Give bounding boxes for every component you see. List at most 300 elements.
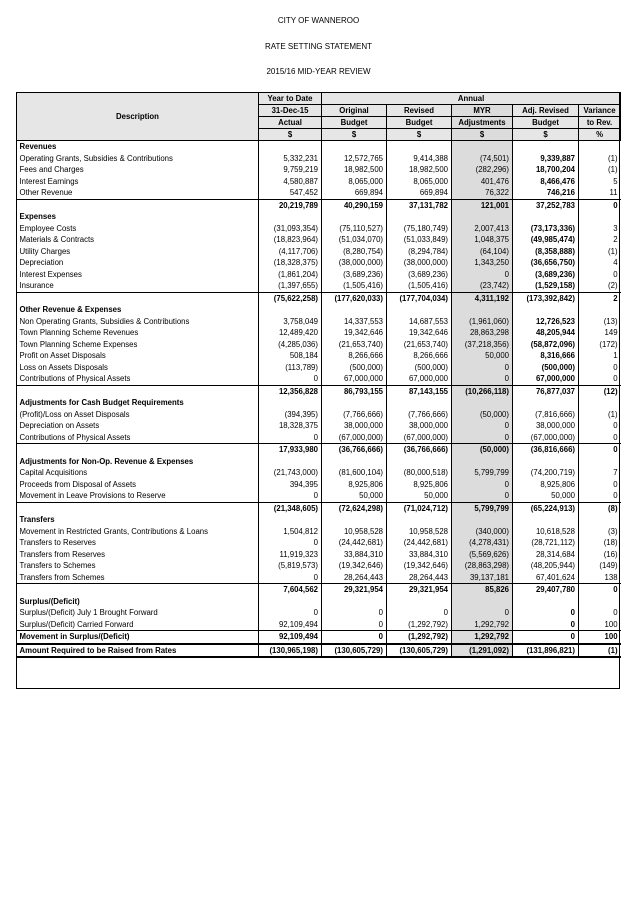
cell-ytd-actual: 12,489,420 <box>259 327 322 339</box>
row-description: Movement in Surplus/(Deficit) <box>17 631 259 644</box>
table-row <box>17 362 621 374</box>
cell-variance: 0 <box>579 362 621 374</box>
cell-revised-budget: 0 <box>387 607 452 619</box>
cell-myr-adjustment: 28,863,298 <box>452 327 513 339</box>
cell-original-budget: (51,034,070) <box>322 234 387 246</box>
cell-adj-revised-budget: 0 <box>513 619 579 631</box>
cell-original-budget: (130,605,729) <box>322 644 387 658</box>
cell-variance: (172) <box>579 339 621 351</box>
column-header-actual: Actual <box>259 117 322 129</box>
cell-ytd-actual: 12,356,828 <box>259 385 322 397</box>
cell-variance <box>579 456 621 468</box>
cell-adj-revised-budget: 48,205,944 <box>513 327 579 339</box>
cell-original-budget: 669,894 <box>322 187 387 199</box>
row-description: Materials & Contracts <box>19 235 95 244</box>
cell-revised-budget: 87,143,155 <box>387 385 452 397</box>
cell-ytd-actual: 92,109,494 <box>259 619 322 631</box>
cell-adj-revised-budget: (36,816,666) <box>513 444 579 456</box>
cell-ytd-actual: 1,504,812 <box>259 526 322 538</box>
cell-adj-revised-budget: (49,985,474) <box>513 234 579 246</box>
cell-revised-budget: (8,294,784) <box>387 246 452 258</box>
cell-adj-revised-budget: (500,000) <box>513 362 579 374</box>
column-header-adj-revised: Adj. Revised <box>513 105 579 117</box>
row-description: Fees and Charges <box>19 165 84 174</box>
cell-original-budget: 28,264,443 <box>322 572 387 584</box>
row-description: Depreciation <box>19 258 64 267</box>
table-row <box>17 153 621 165</box>
table-row <box>17 257 621 269</box>
column-header-budget-original: Budget <box>322 117 387 129</box>
column-header-variance: Variance <box>579 105 621 117</box>
total-row <box>17 644 621 658</box>
cell-ytd-actual: 0 <box>259 432 322 444</box>
cell-revised-budget: 38,000,000 <box>387 420 452 432</box>
cell-variance: 2 <box>579 234 621 246</box>
cell-myr-adjustment: 85,826 <box>452 584 513 596</box>
cell-adj-revised-budget <box>513 397 579 409</box>
cell-ytd-actual: (4,285,036) <box>259 339 322 351</box>
table-row <box>17 269 621 281</box>
cell-revised-budget <box>387 397 452 409</box>
cell-myr-adjustment: (28,863,298) <box>452 560 513 572</box>
period-title: 2015/16 MID-YEAR REVIEW <box>266 67 371 76</box>
cell-revised-budget: (71,024,712) <box>387 502 452 514</box>
cell-variance: 0 <box>579 607 621 619</box>
cell-revised-budget: 8,925,806 <box>387 479 452 491</box>
cell-variance: (3) <box>579 526 621 538</box>
cell-ytd-actual: (5,819,573) <box>259 560 322 572</box>
cell-adj-revised-budget: (36,656,750) <box>513 257 579 269</box>
column-header-myr: MYR <box>452 105 513 117</box>
cell-revised-budget: 8,266,666 <box>387 350 452 362</box>
cell-original-budget: 19,342,646 <box>322 327 387 339</box>
table-row <box>17 479 621 491</box>
table-row <box>17 339 621 351</box>
cell-adj-revised-budget: 0 <box>513 607 579 619</box>
row-description: Depreciation on Assets <box>19 421 100 430</box>
cell-original-budget: (19,342,646) <box>322 560 387 572</box>
cell-original-budget: (177,620,033) <box>322 292 387 304</box>
cell-original-budget: (67,000,000) <box>322 432 387 444</box>
cell-ytd-actual: (21,743,000) <box>259 467 322 479</box>
cell-revised-budget: (3,689,236) <box>387 269 452 281</box>
cell-revised-budget: 9,414,388 <box>387 153 452 165</box>
cell-variance: 5 <box>579 176 621 188</box>
section-heading-row <box>17 304 621 316</box>
cell-myr-adjustment: (37,218,356) <box>452 339 513 351</box>
table-row <box>17 246 621 258</box>
row-description: Movement in Leave Provisions to Reserve <box>19 491 166 500</box>
cell-ytd-actual: (130,965,198) <box>259 644 322 658</box>
currency-unit: $ <box>452 129 513 141</box>
cell-adj-revised-budget: (3,689,236) <box>513 269 579 281</box>
section-heading-row <box>17 397 621 409</box>
cell-ytd-actual <box>259 211 322 223</box>
cell-variance: 11 <box>579 187 621 199</box>
row-description: Loss on Assets Disposals <box>19 362 108 372</box>
cell-variance <box>579 211 621 223</box>
cell-original-budget: 86,793,155 <box>322 385 387 397</box>
section-heading-row <box>17 514 621 526</box>
cell-variance: (16) <box>579 549 621 561</box>
cell-revised-budget: (177,704,034) <box>387 292 452 304</box>
currency-unit: $ <box>387 129 452 141</box>
cell-adj-revised-budget: 67,000,000 <box>513 373 579 385</box>
cell-ytd-actual: 9,759,219 <box>259 164 322 176</box>
cell-variance: 0 <box>579 373 621 385</box>
column-header-annual-group: Annual <box>322 93 621 105</box>
cell-revised-budget: (80,000,518) <box>387 467 452 479</box>
row-description <box>17 199 259 211</box>
cell-ytd-actual <box>259 141 322 153</box>
cell-revised-budget: (130,605,729) <box>387 644 452 658</box>
row-description <box>17 584 259 596</box>
table-row <box>17 176 621 188</box>
cell-original-budget: 40,290,159 <box>322 199 387 211</box>
table-row <box>17 409 621 421</box>
cell-revised-budget: 29,321,954 <box>387 584 452 596</box>
row-description: Employee Costs <box>19 223 77 233</box>
row-description: Contributions of Physical Assets <box>19 374 131 383</box>
cell-ytd-actual: 3,758,049 <box>259 316 322 328</box>
row-description: Amount Required to be Raised from Rates <box>17 644 259 658</box>
table-row <box>17 280 621 292</box>
cell-variance: (149) <box>579 560 621 572</box>
column-header-revised: Revised <box>387 105 452 117</box>
row-description: Transfers to Reserves <box>19 538 96 547</box>
cell-ytd-actual: (394,395) <box>259 409 322 421</box>
cell-variance: (8) <box>579 502 621 514</box>
cell-variance: 0 <box>579 420 621 432</box>
cell-revised-budget: (500,000) <box>387 362 452 374</box>
row-description: Expenses <box>19 212 56 221</box>
row-description: Interest Expenses <box>19 269 82 279</box>
cell-variance: 0 <box>579 199 621 211</box>
table-row <box>17 187 621 199</box>
cell-revised-budget: 28,264,443 <box>387 572 452 584</box>
cell-myr-adjustment: (282,296) <box>452 164 513 176</box>
cell-original-budget: 0 <box>322 619 387 631</box>
statement-title: RATE SETTING STATEMENT <box>264 42 373 51</box>
cell-variance <box>579 304 621 316</box>
row-description: Proceeds from Disposal of Assets <box>19 479 137 489</box>
cell-adj-revised-budget <box>513 211 579 223</box>
cell-myr-adjustment: (340,000) <box>452 526 513 538</box>
cell-adj-revised-budget: 18,700,204 <box>513 164 579 176</box>
cell-ytd-actual: 508,184 <box>259 350 322 362</box>
cell-myr-adjustment: (23,742) <box>452 280 513 292</box>
cell-original-budget: (500,000) <box>322 362 387 374</box>
row-description: Profit on Asset Disposals <box>19 351 106 360</box>
cell-revised-budget <box>387 456 452 468</box>
cell-variance: 0 <box>579 444 621 456</box>
cell-myr-adjustment: 0 <box>452 362 513 374</box>
cell-myr-adjustment <box>452 211 513 223</box>
currency-unit: $ <box>259 129 322 141</box>
cell-variance <box>579 514 621 526</box>
cell-myr-adjustment <box>452 596 513 608</box>
cell-revised-budget: 669,894 <box>387 187 452 199</box>
cell-adj-revised-budget: 8,925,806 <box>513 479 579 491</box>
section-heading-row <box>17 596 621 608</box>
cell-revised-budget: (19,342,646) <box>387 560 452 572</box>
cell-variance: 0 <box>579 269 621 281</box>
cell-adj-revised-budget: 8,466,476 <box>513 176 579 188</box>
cell-ytd-actual: 17,933,980 <box>259 444 322 456</box>
cell-variance: (1) <box>579 644 621 658</box>
subtotal-row <box>17 199 621 211</box>
cell-myr-adjustment: 50,000 <box>452 350 513 362</box>
cell-revised-budget: (67,000,000) <box>387 432 452 444</box>
cell-original-budget: 12,572,765 <box>322 153 387 165</box>
cell-adj-revised-budget: (173,392,842) <box>513 292 579 304</box>
cell-variance: 100 <box>579 619 621 631</box>
cell-original-budget: 18,982,500 <box>322 164 387 176</box>
cell-ytd-actual: (18,328,375) <box>259 257 322 269</box>
cell-ytd-actual: 0 <box>259 537 322 549</box>
cell-variance: (1) <box>579 409 621 421</box>
row-description: Other Revenue <box>19 188 73 197</box>
cell-adj-revised-budget: (7,816,666) <box>513 409 579 421</box>
cell-ytd-actual: 5,332,231 <box>259 153 322 165</box>
column-header-ytd-group: Year to Date <box>259 93 322 105</box>
subtotal-row <box>17 444 621 456</box>
cell-myr-adjustment: 0 <box>452 607 513 619</box>
subtotal-row <box>17 292 621 304</box>
cell-revised-budget: 8,065,000 <box>387 176 452 188</box>
cell-adj-revised-budget <box>513 596 579 608</box>
table-header <box>17 93 621 141</box>
row-description <box>17 385 259 397</box>
cell-revised-budget <box>387 141 452 153</box>
cell-adj-revised-budget: 50,000 <box>513 490 579 502</box>
cell-variance: (1) <box>579 164 621 176</box>
cell-adj-revised-budget: 8,316,666 <box>513 350 579 362</box>
cell-revised-budget: (1,292,792) <box>387 631 452 644</box>
cell-myr-adjustment: (1,961,060) <box>452 316 513 328</box>
currency-unit: $ <box>322 129 387 141</box>
row-description: (Profit)/Loss on Asset Disposals <box>19 409 130 419</box>
cell-ytd-actual: 547,452 <box>259 187 322 199</box>
cell-myr-adjustment: 1,292,792 <box>452 619 513 631</box>
table-row <box>17 234 621 246</box>
cell-variance: 0 <box>579 584 621 596</box>
column-header-adjustments: Adjustments <box>452 117 513 129</box>
cell-adj-revised-budget: (1,529,158) <box>513 280 579 292</box>
row-description: Surplus/(Deficit) <box>19 596 80 606</box>
cell-revised-budget: 19,342,646 <box>387 327 452 339</box>
cell-original-budget <box>322 596 387 608</box>
cell-myr-adjustment: 1,292,792 <box>452 631 513 644</box>
row-description: Revenues <box>19 142 57 151</box>
currency-unit: $ <box>513 129 579 141</box>
table-row <box>17 164 621 176</box>
column-header-original: Original <box>322 105 387 117</box>
cell-adj-revised-budget: 746,216 <box>513 187 579 199</box>
cell-original-budget: 10,958,528 <box>322 526 387 538</box>
row-description: Adjustments for Cash Budget Requirements <box>19 398 184 407</box>
cell-variance: 4 <box>579 257 621 269</box>
cell-myr-adjustment <box>452 141 513 153</box>
row-description: Transfers from Schemes <box>19 572 105 582</box>
table-row <box>17 420 621 432</box>
cell-revised-budget: 10,958,528 <box>387 526 452 538</box>
cell-variance: 3 <box>579 223 621 235</box>
cell-original-budget: (72,624,298) <box>322 502 387 514</box>
cell-variance <box>579 397 621 409</box>
cell-variance: (12) <box>579 385 621 397</box>
table-row <box>17 572 621 584</box>
cell-revised-budget: 33,884,310 <box>387 549 452 561</box>
cell-myr-adjustment: 1,048,375 <box>452 234 513 246</box>
cell-myr-adjustment: (4,278,431) <box>452 537 513 549</box>
row-description <box>17 502 259 514</box>
cell-adj-revised-budget <box>513 141 579 153</box>
cell-adj-revised-budget: 38,000,000 <box>513 420 579 432</box>
cell-ytd-actual <box>259 514 322 526</box>
cell-adj-revised-budget: 76,877,037 <box>513 385 579 397</box>
cell-adj-revised-budget <box>513 514 579 526</box>
cell-variance: (18) <box>579 537 621 549</box>
cell-original-budget: (3,689,236) <box>322 269 387 281</box>
cell-ytd-actual: (75,622,258) <box>259 292 322 304</box>
cell-revised-budget: 37,131,782 <box>387 199 452 211</box>
cell-variance: 2 <box>579 292 621 304</box>
cell-original-budget: (38,000,000) <box>322 257 387 269</box>
cell-variance <box>579 141 621 153</box>
cell-variance: 1 <box>579 350 621 362</box>
cell-adj-revised-budget: (131,896,821) <box>513 644 579 658</box>
table-row <box>17 373 621 385</box>
row-description: Town Planning Scheme Expenses <box>19 339 138 349</box>
cell-ytd-actual: 7,604,562 <box>259 584 322 596</box>
cell-original-budget: (7,766,666) <box>322 409 387 421</box>
cell-variance: 149 <box>579 327 621 339</box>
cell-variance: (2) <box>579 280 621 292</box>
cell-myr-adjustment: (74,501) <box>452 153 513 165</box>
row-description <box>17 444 259 456</box>
cell-original-budget: (81,600,104) <box>322 467 387 479</box>
cell-myr-adjustment: 0 <box>452 479 513 491</box>
cell-adj-revised-budget: (48,205,944) <box>513 560 579 572</box>
cell-original-budget: 33,884,310 <box>322 549 387 561</box>
cell-original-budget <box>322 141 387 153</box>
cell-original-budget <box>322 211 387 223</box>
row-description: Transfers from Reserves <box>19 549 105 559</box>
cell-myr-adjustment: 5,799,799 <box>452 467 513 479</box>
cell-ytd-actual: (1,861,204) <box>259 269 322 281</box>
cell-myr-adjustment <box>452 304 513 316</box>
cell-original-budget: 14,337,553 <box>322 316 387 328</box>
table-row <box>17 526 621 538</box>
cell-ytd-actual: 4,580,887 <box>259 176 322 188</box>
cell-variance: 0 <box>579 490 621 502</box>
cell-ytd-actual: 18,328,375 <box>259 420 322 432</box>
cell-revised-budget: (38,000,000) <box>387 257 452 269</box>
cell-original-budget: (8,280,754) <box>322 246 387 258</box>
subtotal-row <box>17 502 621 514</box>
cell-ytd-actual: (31,093,354) <box>259 223 322 235</box>
cell-ytd-actual <box>259 456 322 468</box>
subtotal-row <box>17 385 621 397</box>
cell-adj-revised-budget: (8,358,888) <box>513 246 579 258</box>
cell-original-budget <box>322 514 387 526</box>
cell-adj-revised-budget: (67,000,000) <box>513 432 579 444</box>
column-header-budget-adj: Budget <box>513 117 579 129</box>
cell-ytd-actual: 394,395 <box>259 479 322 491</box>
table-row <box>17 619 621 631</box>
row-description <box>17 292 259 304</box>
cell-variance: (1) <box>579 153 621 165</box>
cell-revised-budget: (21,653,740) <box>387 339 452 351</box>
cell-revised-budget: (36,766,666) <box>387 444 452 456</box>
row-description: Transfers <box>19 515 55 524</box>
cell-adj-revised-budget: 9,339,887 <box>513 153 579 165</box>
cell-original-budget <box>322 456 387 468</box>
row-description: Town Planning Scheme Revenues <box>19 328 139 337</box>
cell-adj-revised-budget: 28,314,684 <box>513 549 579 561</box>
cell-variance: (1) <box>579 246 621 258</box>
cell-adj-revised-budget: (65,224,913) <box>513 502 579 514</box>
cell-myr-adjustment: 121,001 <box>452 199 513 211</box>
cell-myr-adjustment: 39,137,181 <box>452 572 513 584</box>
cell-variance: (13) <box>579 316 621 328</box>
cell-myr-adjustment: 1,343,250 <box>452 257 513 269</box>
row-description: Contributions of Physical Assets <box>19 432 131 442</box>
row-description: Surplus/(Deficit) Carried Forward <box>19 619 134 629</box>
cell-original-budget: (24,442,681) <box>322 537 387 549</box>
cell-revised-budget <box>387 596 452 608</box>
cell-ytd-actual: 0 <box>259 607 322 619</box>
rate-setting-table <box>16 92 621 658</box>
cell-myr-adjustment: (50,000) <box>452 409 513 421</box>
cell-variance <box>579 596 621 608</box>
table-row <box>17 350 621 362</box>
row-description: Other Revenue & Expenses <box>19 305 122 314</box>
subtotal-row <box>17 584 621 596</box>
cell-adj-revised-budget: 37,252,783 <box>513 199 579 211</box>
cell-original-budget: 29,321,954 <box>322 584 387 596</box>
table-row <box>17 223 621 235</box>
row-description: Capital Acquisitions <box>19 468 88 477</box>
cell-revised-budget: (1,292,792) <box>387 619 452 631</box>
cell-revised-budget: (7,766,666) <box>387 409 452 421</box>
column-header-budget-revised: Budget <box>387 117 452 129</box>
column-header-ytd-date: 31-Dec-15 <box>259 105 322 117</box>
row-description: Interest Earnings <box>19 176 79 186</box>
cell-revised-budget: (51,033,849) <box>387 234 452 246</box>
cell-ytd-actual: 0 <box>259 373 322 385</box>
cell-variance: 100 <box>579 631 621 644</box>
cell-myr-adjustment: 76,322 <box>452 187 513 199</box>
row-description: Movement in Restricted Grants, Contributions & Loans <box>19 526 209 536</box>
total-row <box>17 631 621 644</box>
cell-original-budget: (36,766,666) <box>322 444 387 456</box>
table-row <box>17 490 621 502</box>
cell-myr-adjustment: 2,007,413 <box>452 223 513 235</box>
cell-original-budget: 8,065,000 <box>322 176 387 188</box>
cell-original-budget: 0 <box>322 631 387 644</box>
cell-original-budget: 0 <box>322 607 387 619</box>
cell-revised-budget: 14,687,553 <box>387 316 452 328</box>
cell-myr-adjustment: 5,799,799 <box>452 502 513 514</box>
cell-original-budget <box>322 397 387 409</box>
column-header-to-rev: to Rev. <box>579 117 621 129</box>
cell-revised-budget: (75,180,749) <box>387 223 452 235</box>
cell-myr-adjustment: (50,000) <box>452 444 513 456</box>
section-heading-row <box>17 456 621 468</box>
cell-adj-revised-budget: (74,200,719) <box>513 467 579 479</box>
